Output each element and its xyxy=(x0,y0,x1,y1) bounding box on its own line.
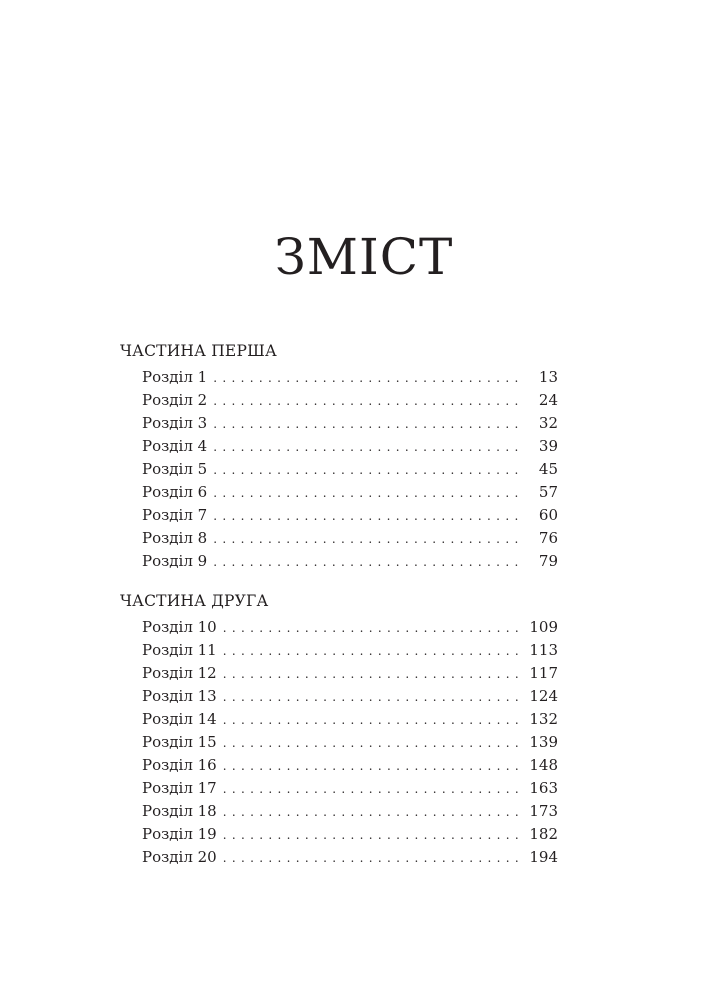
toc-entry-page-number: 45 xyxy=(538,460,558,478)
toc-entry-page-number: 60 xyxy=(538,506,558,524)
toc-entry-label: Розділ 12 xyxy=(142,664,217,682)
toc-entry[interactable] xyxy=(120,616,558,639)
dot-leader xyxy=(223,732,518,755)
toc-entry[interactable] xyxy=(120,412,558,435)
toc-entry-label: Розділ 2 xyxy=(142,391,208,409)
toc-entry[interactable] xyxy=(120,777,558,800)
part-heading: ЧАСТИНА ПЕРША xyxy=(120,342,277,360)
toc-entry[interactable] xyxy=(120,504,558,527)
toc-entry-page-number: 124 xyxy=(529,687,558,705)
toc-entry-page-number: 139 xyxy=(529,733,558,751)
toc-entry[interactable] xyxy=(120,846,558,869)
toc-entry-label: Розділ 3 xyxy=(142,414,208,432)
toc-entry-label: Розділ 1 xyxy=(142,368,208,386)
toc-entry-label: Розділ 15 xyxy=(142,733,217,751)
toc-entry-label: Розділ 7 xyxy=(142,506,208,524)
toc-entry[interactable] xyxy=(120,481,558,504)
toc-entry[interactable] xyxy=(120,527,558,550)
toc-entry[interactable] xyxy=(120,550,558,573)
dot-leader xyxy=(213,551,518,574)
toc-entry-label: Розділ 5 xyxy=(142,460,208,478)
toc-entry-page-number: 24 xyxy=(538,391,558,409)
toc-entry[interactable] xyxy=(120,708,558,731)
dot-leader xyxy=(213,459,518,482)
toc-entry-page-number: 117 xyxy=(529,664,558,682)
toc-entry[interactable] xyxy=(120,639,558,662)
dot-leader xyxy=(213,390,518,413)
toc-entry-page-number: 32 xyxy=(538,414,558,432)
dot-leader xyxy=(223,663,518,686)
dot-leader xyxy=(223,824,518,847)
toc-entry[interactable] xyxy=(120,366,558,389)
toc-entry-label: Розділ 6 xyxy=(142,483,208,501)
toc-entry-page-number: 113 xyxy=(529,641,558,659)
toc-entry-label: Розділ 13 xyxy=(142,687,217,705)
dot-leader xyxy=(223,640,518,663)
toc-entry-label: Розділ 18 xyxy=(142,802,217,820)
toc-entry-label: Розділ 11 xyxy=(142,641,217,659)
toc-entry-label: Розділ 9 xyxy=(142,552,208,570)
dot-leader xyxy=(223,617,518,640)
toc-entry-page-number: 132 xyxy=(529,710,558,728)
toc-entry-label: Розділ 10 xyxy=(142,618,217,636)
dot-leader xyxy=(223,847,518,870)
toc-entry-page-number: 173 xyxy=(529,802,558,820)
dot-leader xyxy=(213,528,518,551)
part-one xyxy=(120,340,560,573)
toc-entry-page-number: 76 xyxy=(538,529,558,547)
dot-leader xyxy=(213,505,518,528)
toc-entry-label: Розділ 17 xyxy=(142,779,217,797)
toc-entry-page-number: 194 xyxy=(529,848,558,866)
toc-entry-page-number: 39 xyxy=(538,437,558,455)
dot-leader xyxy=(223,686,518,709)
toc-entry[interactable] xyxy=(120,389,558,412)
dot-leader xyxy=(213,436,518,459)
toc-list xyxy=(120,616,560,869)
toc-entry-page-number: 109 xyxy=(529,618,558,636)
dot-leader xyxy=(213,413,518,436)
dot-leader xyxy=(223,709,518,732)
toc-entry-label: Розділ 14 xyxy=(142,710,217,728)
toc-entry[interactable] xyxy=(120,685,558,708)
toc-entry-page-number: 163 xyxy=(529,779,558,797)
toc-entry-page-number: 79 xyxy=(538,552,558,570)
toc-entry-label: Розділ 8 xyxy=(142,529,208,547)
toc-entry[interactable] xyxy=(120,458,558,481)
toc-entry-label: Розділ 19 xyxy=(142,825,217,843)
toc-entry[interactable] xyxy=(120,800,558,823)
toc-entry-label: Розділ 4 xyxy=(142,437,208,455)
toc-entry-label: Розділ 20 xyxy=(142,848,217,866)
toc-entry[interactable] xyxy=(120,731,558,754)
toc-entry-page-number: 182 xyxy=(529,825,558,843)
dot-leader xyxy=(213,482,518,505)
toc-entry[interactable] xyxy=(120,754,558,777)
toc-list xyxy=(120,366,560,573)
dot-leader xyxy=(223,801,518,824)
part-two xyxy=(120,590,560,869)
dot-leader xyxy=(223,755,518,778)
toc-entry-label: Розділ 16 xyxy=(142,756,217,774)
toc-entry-page-number: 13 xyxy=(538,368,558,386)
toc-entry[interactable] xyxy=(120,435,558,458)
toc-entry-page-number: 148 xyxy=(529,756,558,774)
toc-entry[interactable] xyxy=(120,662,558,685)
dot-leader xyxy=(223,778,518,801)
dot-leader xyxy=(213,367,518,390)
toc-entry-page-number: 57 xyxy=(538,483,558,501)
toc-entry[interactable] xyxy=(120,823,558,846)
part-heading: ЧАСТИНА ДРУГА xyxy=(120,592,269,610)
page-title: ЗМІСТ xyxy=(274,228,454,286)
